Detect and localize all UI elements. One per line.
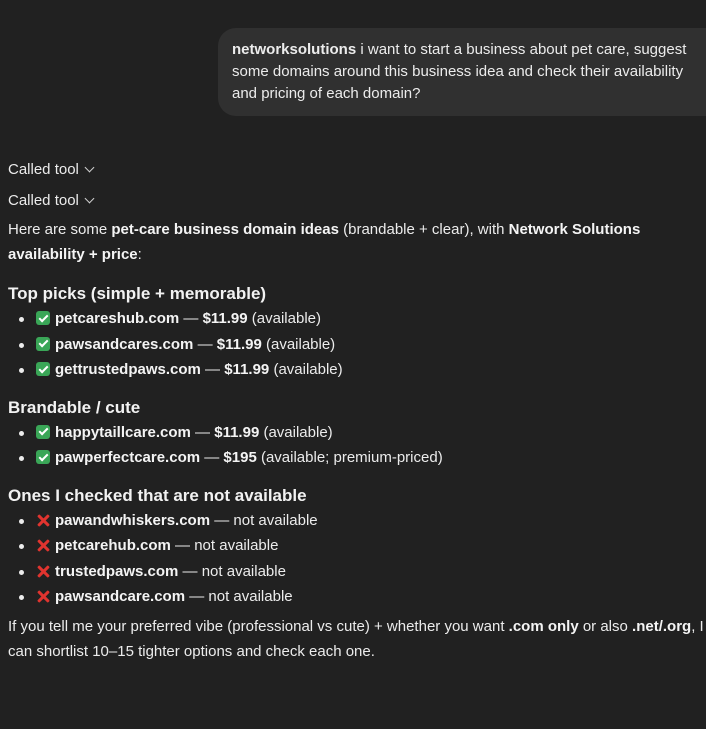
check-mark-icon bbox=[36, 425, 50, 439]
domain-name: trustedpaws.com bbox=[55, 562, 179, 580]
domain-price: $11.99 bbox=[202, 310, 248, 327]
chevron-down-icon bbox=[84, 163, 94, 173]
section-heading-brandable: Brandable / cute bbox=[8, 397, 141, 417]
separator: — bbox=[200, 361, 225, 378]
bullet bbox=[19, 431, 24, 436]
availability-note: (available) bbox=[269, 361, 343, 378]
domain-name: pawandwhiskers.com bbox=[55, 511, 211, 529]
closing-bold-text: .net/.org bbox=[632, 617, 692, 635]
bullet bbox=[19, 343, 24, 348]
cross-mark-icon bbox=[36, 513, 50, 527]
brandable-list bbox=[8, 420, 706, 471]
availability-note: (available) bbox=[261, 335, 336, 353]
domain-price: $11.99 bbox=[224, 361, 270, 378]
domain-name: petcarehub.com bbox=[55, 537, 171, 554]
list-item bbox=[8, 533, 706, 559]
intro-bold-text: Network Solutions availability + price bbox=[8, 221, 641, 263]
tool-call-toggle-2[interactable] bbox=[8, 185, 706, 216]
tool-call-toggle-1[interactable] bbox=[8, 154, 706, 185]
domain-price: $195 bbox=[223, 449, 257, 466]
list-item bbox=[8, 306, 706, 332]
availability-note: (available) bbox=[259, 423, 333, 441]
availability-note: — not available bbox=[178, 562, 286, 580]
domain-name: happytaillcare.com bbox=[55, 423, 191, 441]
availability-note: — not available bbox=[210, 511, 318, 529]
list-item bbox=[8, 420, 706, 446]
chevron-down-icon bbox=[84, 194, 94, 204]
domain-name: pawsandcares.com bbox=[55, 335, 194, 353]
bullet bbox=[19, 544, 24, 549]
bullet bbox=[19, 519, 24, 524]
bullet bbox=[19, 368, 24, 373]
separator: — bbox=[200, 449, 224, 466]
availability-note: (available; premium-priced) bbox=[256, 449, 443, 466]
separator: — bbox=[193, 335, 217, 353]
unavailable-list bbox=[8, 508, 706, 610]
domain-price: $11.99 bbox=[214, 423, 260, 441]
list-item bbox=[8, 508, 706, 534]
top-picks-list bbox=[8, 306, 706, 383]
tool-mention: networksolutions bbox=[232, 41, 357, 58]
closing-paragraph bbox=[8, 614, 706, 664]
check-mark-icon bbox=[36, 337, 50, 351]
domain-name: pawsandcare.com bbox=[55, 588, 186, 605]
section-heading-top-picks: Top picks (simple + memorable) bbox=[8, 284, 267, 303]
tool-call-label: Called tool bbox=[8, 161, 79, 178]
check-mark-icon bbox=[36, 362, 50, 376]
bullet bbox=[19, 317, 24, 322]
intro-paragraph bbox=[8, 217, 706, 267]
check-mark-icon bbox=[36, 450, 50, 464]
tool-call-label: Called tool bbox=[8, 192, 79, 209]
cross-mark-icon bbox=[36, 589, 50, 603]
closing-text: , I can shortlist 10–15 tighter options and check each one. bbox=[8, 617, 704, 660]
bullet bbox=[19, 595, 24, 600]
closing-text: or also bbox=[578, 617, 633, 635]
availability-note: (available) bbox=[247, 310, 321, 327]
section-heading-unavailable: Ones I checked that are not available bbox=[8, 485, 307, 505]
separator: — bbox=[179, 310, 203, 327]
bullet bbox=[19, 570, 24, 575]
intro-text: Here are some bbox=[8, 221, 112, 238]
closing-bold-text: .com only bbox=[508, 617, 579, 635]
user-message-bubble bbox=[218, 28, 706, 116]
availability-note: — not available bbox=[170, 537, 279, 554]
list-item bbox=[8, 559, 706, 585]
domain-name: pawperfectcare.com bbox=[55, 449, 201, 466]
closing-text: If you tell me your preferred vibe (professional vs cute) + whether you want bbox=[8, 617, 509, 635]
user-message-text: i want to start a business about pet care, suggest some domains around this business idea and check their availability and pricing of each domain? bbox=[232, 41, 687, 102]
list-item bbox=[8, 357, 706, 383]
list-item bbox=[8, 332, 706, 358]
check-mark-icon bbox=[36, 311, 50, 325]
list-item bbox=[8, 584, 706, 610]
cross-mark-icon bbox=[36, 538, 50, 552]
domain-price: $11.99 bbox=[216, 335, 262, 353]
availability-note: — not available bbox=[185, 588, 293, 605]
bullet bbox=[19, 456, 24, 461]
list-item bbox=[8, 445, 706, 471]
intro-text: : bbox=[137, 246, 142, 263]
intro-text: (brandable + clear), with bbox=[338, 221, 509, 238]
domain-name: petcareshub.com bbox=[55, 310, 180, 327]
domain-name: gettrustedpaws.com bbox=[55, 361, 201, 378]
assistant-message bbox=[8, 154, 706, 664]
separator: — bbox=[190, 423, 215, 441]
intro-bold-text: pet-care business domain ideas bbox=[111, 221, 339, 238]
cross-mark-icon bbox=[36, 564, 50, 578]
